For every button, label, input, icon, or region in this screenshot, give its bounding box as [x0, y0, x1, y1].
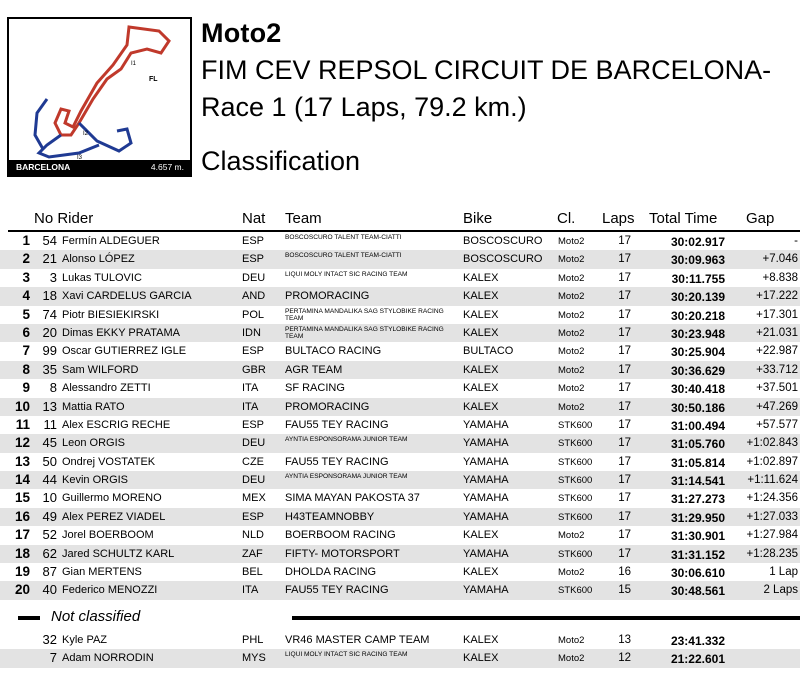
- row-gap: +22.987: [756, 345, 798, 358]
- row-number: 7: [49, 650, 57, 666]
- row-number: 74: [42, 306, 57, 322]
- row-bike: KALEX: [463, 382, 499, 395]
- row-rider: Federico MENOZZI: [62, 584, 158, 597]
- row-nat: ESP: [242, 510, 265, 523]
- row-position: 11: [15, 416, 30, 432]
- row-team: BULTACO RACING: [285, 345, 382, 358]
- table-row: [0, 398, 800, 416]
- row-nat: CZE: [242, 455, 264, 468]
- event-title: FIM CEV REPSOL CIRCUIT DE BARCELONA-: [201, 55, 772, 85]
- table-row: [0, 489, 800, 507]
- row-bike: KALEX: [463, 363, 499, 376]
- row-laps: 17: [618, 529, 631, 542]
- row-nat: NLD: [242, 529, 265, 542]
- row-bike: YAMAHA: [463, 474, 509, 487]
- table-row: [0, 563, 800, 581]
- row-number: 32: [42, 632, 57, 647]
- row-number: 10: [42, 490, 57, 506]
- row-laps: 17: [618, 492, 631, 505]
- row-laps: 17: [618, 363, 631, 376]
- row-rider: Alex ESCRIG RECHE: [62, 418, 171, 431]
- divider-dash: [18, 616, 40, 620]
- row-position: 18: [14, 545, 30, 561]
- row-bike: KALEX: [463, 634, 499, 646]
- row-bike: BULTACO: [463, 345, 514, 358]
- row-total-time: 21:22.601: [670, 652, 725, 667]
- row-gap: +47.269: [756, 400, 798, 413]
- row-number: 21: [42, 251, 57, 267]
- row-class: STK600: [558, 419, 593, 431]
- row-total-time: 31:29.950: [670, 510, 725, 525]
- row-laps: 13: [618, 634, 631, 646]
- row-team: BOSCOSCURO TALENT TEAM-CIATTI: [285, 234, 402, 241]
- row-team: FAU55 TEY RACING: [285, 455, 389, 468]
- row-bike: BOSCOSCURO: [463, 235, 543, 247]
- row-team: FAU55 TEY RACING: [285, 584, 389, 597]
- row-laps: 17: [618, 345, 631, 358]
- table-row: [0, 581, 800, 599]
- row-number: 8: [49, 380, 57, 396]
- row-number: 50: [42, 453, 57, 469]
- row-number: 35: [42, 361, 57, 377]
- row-number: 44: [42, 472, 57, 488]
- row-rider: Oscar GUTIERREZ IGLE: [62, 345, 187, 358]
- row-nat: DEU: [242, 474, 266, 487]
- row-number: 40: [42, 582, 57, 598]
- row-nat: MYS: [242, 652, 266, 665]
- table-row: [0, 545, 800, 563]
- row-nat: AND: [242, 290, 266, 303]
- row-team: AGR TEAM: [285, 363, 343, 376]
- row-number: 54: [42, 233, 57, 248]
- row-class: Moto2: [558, 635, 585, 646]
- row-gap: 1 Lap: [769, 566, 798, 579]
- row-bike: YAMAHA: [463, 510, 509, 523]
- row-team: SF RACING: [285, 382, 345, 395]
- row-nat: BEL: [242, 566, 263, 579]
- row-total-time: 31:30.901: [670, 529, 725, 544]
- table-row: [0, 631, 800, 649]
- row-laps: 17: [618, 455, 631, 468]
- results-header: [0, 0, 800, 200]
- row-nat: PHL: [242, 634, 264, 646]
- row-class: Moto2: [558, 236, 585, 247]
- row-class: Moto2: [558, 309, 585, 321]
- row-number: 52: [42, 527, 57, 543]
- row-number: 11: [43, 416, 57, 432]
- row-nat: ITA: [242, 400, 259, 413]
- row-rider: Fermín ALDEGUER: [62, 235, 160, 247]
- col-total-time: Total Time: [649, 210, 718, 227]
- row-gap: +1:27.984: [746, 529, 798, 542]
- row-team: BOERBOOM RACING: [285, 529, 396, 542]
- row-total-time: 31:31.152: [670, 547, 725, 562]
- section-title: Classification: [201, 146, 361, 176]
- row-total-time: 30:48.561: [670, 584, 725, 599]
- row-position: 12: [14, 435, 30, 451]
- row-team: PERTAMINA MANDALIKA SAG STYLOBIKE RACING TEAM: [285, 325, 444, 340]
- row-rider: Leon ORGIS: [62, 437, 125, 450]
- row-rider: Jared SCHULTZ KARL: [62, 547, 175, 560]
- row-class: STK600: [558, 438, 593, 450]
- table-row: [0, 379, 800, 397]
- row-team: BOSCOSCURO TALENT TEAM-CIATTI: [285, 252, 402, 260]
- row-position: 5: [22, 306, 30, 322]
- table-row: [0, 453, 800, 471]
- row-team: DHOLDA RACING: [285, 566, 377, 579]
- row-gap: +33.712: [756, 363, 798, 376]
- row-bike: YAMAHA: [463, 547, 509, 560]
- row-laps: 17: [618, 437, 631, 450]
- row-bike: KALEX: [463, 529, 499, 542]
- row-class: Moto2: [558, 291, 585, 303]
- table-row: [0, 324, 800, 342]
- row-laps: 17: [618, 474, 631, 487]
- row-team: LIQUI MOLY INTACT SIC RACING TEAM: [285, 270, 408, 278]
- row-team: PERTAMINA MANDALIKA SAG STYLOBIKE RACING TEAM: [285, 307, 444, 322]
- row-nat: ESP: [242, 235, 265, 247]
- row-gap: -: [794, 235, 798, 247]
- track-label-i3: I3: [77, 155, 83, 160]
- row-rider: Lukas TULOVIC: [62, 271, 142, 284]
- row-number: 62: [42, 545, 57, 561]
- row-position: 1: [22, 233, 30, 248]
- row-laps: 17: [618, 382, 631, 395]
- row-laps: 17: [618, 400, 631, 413]
- row-gap: +21.031: [756, 326, 798, 339]
- row-nat: DEU: [242, 271, 266, 284]
- row-position: 9: [22, 380, 30, 396]
- row-nat: DEU: [242, 437, 266, 450]
- row-total-time: 30:50.186: [670, 400, 725, 415]
- row-total-time: 30:25.904: [670, 345, 725, 360]
- row-bike: KALEX: [463, 400, 499, 413]
- row-laps: 17: [618, 418, 631, 431]
- row-position: 8: [22, 361, 30, 377]
- row-position: 7: [22, 343, 30, 359]
- row-rider: Ondrej VOSTATEK: [62, 455, 156, 468]
- row-class: STK600: [558, 548, 593, 560]
- row-class: STK600: [558, 456, 593, 468]
- row-number: 45: [42, 435, 57, 451]
- row-rider: Dimas EKKY PRATAMA: [62, 326, 180, 339]
- row-number: 20: [42, 324, 57, 340]
- row-laps: 17: [618, 510, 631, 523]
- row-nat: ITA: [242, 382, 259, 395]
- table-row: [0, 526, 800, 544]
- row-gap: +57.577: [756, 418, 798, 431]
- row-laps: 17: [618, 308, 631, 321]
- row-position: 13: [14, 453, 30, 469]
- row-total-time: 30:09.963: [670, 253, 725, 268]
- row-bike: YAMAHA: [463, 492, 509, 505]
- row-position: 3: [22, 269, 30, 285]
- table-row: [0, 342, 800, 360]
- row-number: 87: [42, 564, 57, 580]
- row-position: 17: [14, 527, 30, 543]
- row-gap: +1:02.897: [746, 455, 798, 468]
- row-rider: Mattia RATO: [62, 400, 125, 413]
- row-rider: Alex PEREZ VIADEL: [62, 510, 166, 523]
- track-length: 4.657 m.: [150, 162, 184, 172]
- row-total-time: 30:40.418: [670, 382, 725, 397]
- row-rider: Alonso LÓPEZ: [62, 253, 135, 266]
- row-bike: YAMAHA: [463, 418, 509, 431]
- col-gap: Gap: [746, 210, 775, 227]
- row-class: Moto2: [558, 272, 585, 284]
- row-gap: +1:02.843: [746, 437, 798, 450]
- row-total-time: 30:23.948: [670, 326, 725, 341]
- row-rider: Adam NORRODIN: [62, 652, 154, 665]
- track-label-fl: FL: [149, 76, 158, 83]
- row-nat: ESP: [242, 253, 265, 266]
- row-gap: +17.222: [756, 290, 798, 303]
- row-position: 20: [14, 582, 30, 598]
- row-number: 49: [42, 508, 57, 524]
- row-bike: YAMAHA: [463, 437, 509, 450]
- table-row: [0, 416, 800, 434]
- row-nat: POL: [242, 308, 265, 321]
- row-laps: 16: [618, 566, 631, 579]
- col-no-rider: No Rider: [34, 210, 94, 227]
- row-bike: KALEX: [463, 566, 499, 579]
- row-rider: Sam WILFORD: [62, 363, 139, 376]
- divider-bar: [292, 616, 800, 620]
- row-total-time: 31:05.814: [670, 455, 725, 470]
- row-nat: ITA: [242, 584, 259, 597]
- row-rider: Xavi CARDELUS GARCIA: [62, 290, 192, 303]
- col-nat: Nat: [242, 210, 266, 227]
- row-class: STK600: [558, 493, 593, 505]
- row-team: SIMA MAYAN PAKOSTA 37: [285, 492, 420, 505]
- row-team: PROMORACING: [285, 290, 370, 303]
- row-team: VR46 MASTER CAMP TEAM: [285, 634, 430, 646]
- row-total-time: 31:27.273: [670, 492, 725, 507]
- row-gap: +17.301: [756, 308, 798, 321]
- row-number: 99: [42, 343, 57, 359]
- row-class: Moto2: [558, 346, 585, 358]
- row-position: 2: [22, 251, 30, 267]
- row-class: STK600: [558, 475, 593, 487]
- table-row: [0, 269, 800, 287]
- row-class: Moto2: [558, 567, 585, 579]
- row-rider: Alessandro ZETTI: [62, 382, 151, 395]
- track-name: BARCELONA: [16, 162, 71, 172]
- row-laps: 17: [618, 253, 631, 266]
- row-nat: ZAF: [242, 547, 263, 560]
- row-class: Moto2: [558, 364, 585, 376]
- row-rider: Jorel BOERBOOM: [62, 529, 154, 542]
- table-row: [0, 250, 800, 268]
- row-position: 15: [14, 490, 30, 506]
- row-team: FAU55 TEY RACING: [285, 418, 389, 431]
- row-total-time: 31:05.760: [670, 437, 725, 452]
- table-row: [0, 232, 800, 250]
- row-total-time: 30:02.917: [670, 235, 725, 249]
- track-label-i2: I2: [83, 131, 89, 137]
- row-laps: 17: [618, 547, 631, 560]
- row-class: Moto2: [558, 530, 585, 542]
- row-total-time: 31:00.494: [670, 418, 725, 433]
- track-map: [7, 17, 192, 177]
- col-team: Team: [285, 210, 322, 227]
- row-gap: 2 Laps: [763, 584, 798, 597]
- row-laps: 17: [618, 235, 631, 247]
- track-info-bar: [9, 160, 190, 175]
- row-team: PROMORACING: [285, 400, 370, 413]
- row-laps: 15: [618, 584, 631, 597]
- row-bike: KALEX: [463, 308, 499, 321]
- row-class: Moto2: [558, 327, 585, 339]
- table-row: [0, 471, 800, 489]
- row-bike: KALEX: [463, 326, 499, 339]
- row-position: 16: [14, 508, 30, 524]
- row-rider: Kyle PAZ: [62, 634, 108, 646]
- row-bike: YAMAHA: [463, 455, 509, 468]
- row-laps: 17: [618, 271, 631, 284]
- row-gap: +8.838: [762, 271, 798, 284]
- row-class: Moto2: [558, 254, 585, 266]
- row-team: AYNTIA ESPONSORAMA JUNIOR TEAM: [285, 473, 408, 481]
- track-label-i1: I1: [131, 61, 137, 67]
- row-position: 19: [14, 564, 30, 580]
- row-laps: 17: [618, 290, 631, 303]
- row-class: Moto2: [558, 653, 585, 665]
- row-class: STK600: [558, 585, 593, 597]
- row-nat: ESP: [242, 418, 265, 431]
- row-total-time: 30:06.610: [670, 566, 725, 581]
- row-position: 14: [14, 472, 30, 488]
- row-total-time: 23:41.332: [670, 634, 725, 648]
- not-classified-divider: [0, 605, 800, 629]
- row-number: 18: [42, 288, 57, 304]
- row-number: 3: [49, 269, 57, 285]
- row-team: AYNTIA ESPONSORAMA JUNIOR TEAM: [285, 436, 408, 444]
- row-bike: KALEX: [463, 290, 499, 303]
- row-laps: 17: [618, 326, 631, 339]
- column-header-row: [0, 207, 800, 231]
- class-title: Moto2: [201, 18, 282, 48]
- table-row: [0, 361, 800, 379]
- row-class: Moto2: [558, 401, 585, 413]
- table-row: [0, 508, 800, 526]
- table-row: [0, 434, 800, 452]
- row-bike: BOSCOSCURO: [463, 253, 543, 266]
- row-position: 10: [14, 398, 30, 414]
- row-position: 6: [22, 324, 30, 340]
- row-total-time: 30:11.755: [671, 271, 725, 286]
- row-total-time: 31:14.541: [670, 474, 725, 489]
- row-number: 13: [42, 398, 57, 414]
- row-bike: YAMAHA: [463, 584, 509, 597]
- row-nat: ESP: [242, 345, 265, 358]
- circuit-layout-icon: [9, 19, 190, 160]
- row-rider: Guillermo MORENO: [62, 492, 162, 505]
- table-row: [0, 287, 800, 305]
- row-team: H43TEAMNOBBY: [285, 510, 375, 523]
- not-classified-table: [0, 631, 800, 668]
- row-team: FIFTY- MOTORSPORT: [285, 547, 400, 560]
- row-nat: GBR: [242, 363, 266, 376]
- col-laps: Laps: [602, 210, 635, 227]
- row-gap: +7.046: [762, 253, 798, 266]
- row-nat: IDN: [242, 326, 261, 339]
- row-total-time: 30:36.629: [670, 363, 725, 378]
- row-nat: MEX: [242, 492, 266, 505]
- row-gap: +1:28.235: [746, 547, 798, 560]
- row-bike: KALEX: [463, 271, 499, 284]
- row-class: Moto2: [558, 383, 585, 395]
- row-gap: +1:11.624: [747, 474, 798, 487]
- row-rider: Kevin ORGIS: [62, 474, 129, 487]
- col-cl: Cl.: [557, 210, 576, 227]
- row-laps: 12: [618, 652, 631, 665]
- row-position: 4: [22, 288, 30, 304]
- row-rider: Gian MERTENS: [62, 566, 142, 579]
- row-team: LIQUI MOLY INTACT SIC RACING TEAM: [285, 651, 408, 659]
- row-bike: KALEX: [463, 652, 499, 665]
- race-title: Race 1 (17 Laps, 79.2 km.): [201, 92, 527, 122]
- table-row: [0, 649, 800, 667]
- row-rider: Piotr BIESIEKIRSKI: [62, 308, 160, 321]
- table-row: [0, 306, 800, 324]
- col-bike: Bike: [463, 210, 493, 227]
- row-gap: +1:24.356: [746, 492, 798, 505]
- classified-table: [0, 232, 800, 600]
- row-total-time: 30:20.139: [670, 290, 725, 305]
- row-total-time: 30:20.218: [670, 308, 725, 323]
- row-gap: +37.501: [756, 382, 798, 395]
- row-gap: +1:27.033: [746, 510, 798, 523]
- row-class: STK600: [558, 511, 593, 523]
- not-classified-label: Not classified: [51, 608, 141, 625]
